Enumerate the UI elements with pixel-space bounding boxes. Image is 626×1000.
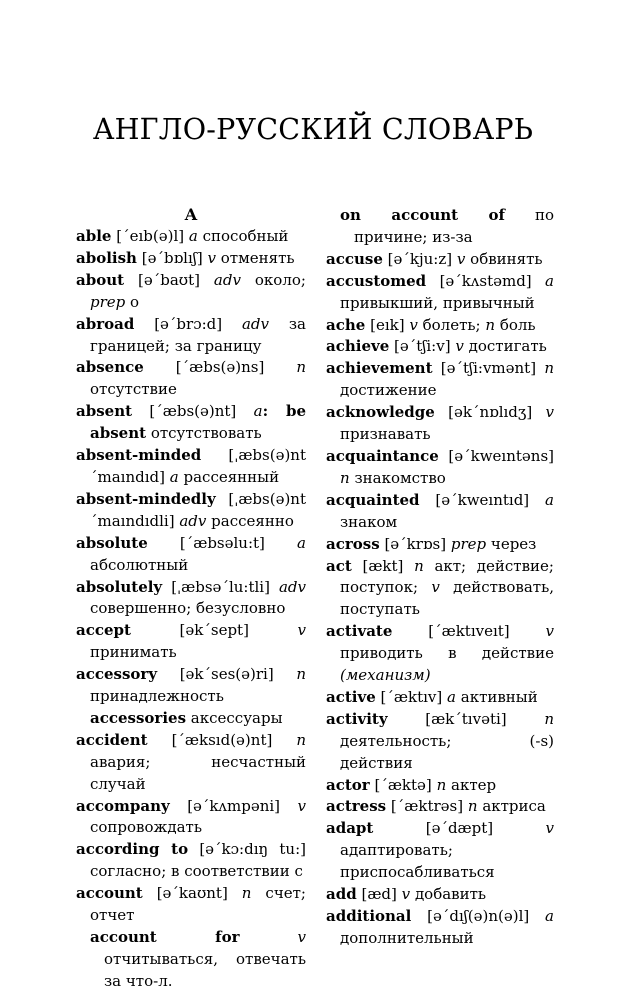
part-of-speech: adv: [241, 314, 269, 333]
transcription: [ək´ses(ə)ri]: [179, 665, 274, 684]
part-of-speech: n: [467, 797, 478, 816]
transcription: [æd]: [361, 885, 397, 904]
dictionary-entry: [76, 401, 306, 445]
headword: adapt: [326, 819, 374, 838]
headword: activate: [326, 622, 393, 641]
headword: ache: [326, 315, 366, 334]
section-letter: A: [184, 205, 198, 224]
right-column: [326, 205, 554, 950]
dictionary-entry: [76, 270, 306, 314]
headword: account for: [90, 928, 240, 946]
headword: on account of: [340, 206, 505, 224]
definition: боль: [499, 315, 536, 334]
dictionary-entry: [326, 358, 554, 402]
dictionary-entry: [326, 336, 554, 358]
headword: actress: [326, 797, 387, 816]
definition: авария; несчастный случай: [90, 752, 306, 793]
transcription: [ˌæbsə´lu:tli]: [171, 577, 270, 596]
headword: achieve: [326, 337, 390, 356]
transcription: [ˌæbs(ə)nt´maındıdli]: [90, 489, 306, 530]
headword: able: [76, 227, 112, 245]
part-of-speech: n: [296, 730, 306, 749]
definition: привыкший, привычный: [340, 293, 535, 312]
sub-entry: [76, 708, 306, 730]
transcription: [ə´bɒlıʃ]: [141, 248, 203, 267]
definition: счет; отчет: [90, 884, 306, 925]
dictionary-entry: [76, 248, 306, 270]
dictionary-entry: [76, 839, 306, 883]
headword: abroad: [76, 314, 135, 333]
part-of-speech: a: [169, 467, 179, 486]
part-of-speech: v: [455, 337, 464, 356]
dictionary-entry: [76, 796, 306, 840]
part-of-speech: n: [296, 665, 306, 684]
transcription: [ə´kaʊnt]: [156, 884, 228, 903]
definition: активный: [460, 687, 538, 706]
definition: аксессуары: [190, 708, 283, 727]
definition: действовать, поступать: [340, 578, 554, 619]
part-of-speech: v: [545, 622, 554, 641]
part-of-speech: v: [431, 578, 440, 597]
transcription: [ə´kju:z]: [387, 249, 453, 268]
sub-entry: [76, 927, 306, 993]
dictionary-entry: [76, 883, 306, 927]
dictionary-entry: [326, 249, 554, 271]
part-of-speech: n: [296, 358, 306, 377]
headword: actor: [326, 775, 370, 794]
part-of-speech: n: [544, 709, 554, 728]
transcription: [ə´brɔ:d]: [154, 314, 223, 333]
transcription: [eık]: [370, 315, 405, 334]
dictionary-entry: [326, 818, 554, 884]
part-of-speech: a: [188, 227, 198, 245]
left-column: [76, 204, 306, 993]
transcription: [´æbs(ə)nt]: [149, 402, 237, 421]
part-of-speech: a: [545, 490, 554, 509]
part-of-speech: n: [241, 884, 252, 903]
part-of-speech: a: [447, 687, 456, 706]
definition: актриса: [482, 797, 546, 816]
part-of-speech: adv: [179, 511, 207, 530]
headword: account: [76, 884, 143, 903]
transcription: [´eıb(ə)l]: [116, 227, 185, 245]
transcription: [ək´sept]: [179, 621, 249, 640]
headword: abolish: [76, 248, 137, 267]
headword: add: [326, 885, 357, 904]
dictionary-entry: [326, 884, 554, 906]
definition: сопровождать: [90, 818, 202, 837]
dictionary-entry: [326, 621, 554, 687]
transcription: [ə´kɔ:dıŋ tu:]: [199, 840, 306, 859]
definition: приводить в действие: [340, 644, 554, 663]
part-of-speech: prep: [450, 534, 487, 553]
definition: совершенно; безусловно: [90, 599, 286, 618]
part-of-speech: v: [456, 249, 466, 268]
definition: о: [130, 292, 140, 311]
dictionary-entry: [326, 556, 554, 622]
definition: адаптировать; приспосабливаться: [340, 841, 495, 882]
headword: acquainted: [326, 490, 420, 509]
part-of-speech: v: [401, 885, 411, 904]
headword: across: [326, 534, 380, 553]
usage-note: (механизм): [340, 666, 431, 685]
transcription: [´æktrəs]: [390, 797, 464, 816]
dictionary-entry: [76, 730, 306, 796]
part-of-speech: adv: [278, 577, 306, 596]
definition: рассеянный: [183, 467, 280, 486]
definition: знакомство: [354, 468, 446, 487]
dictionary-entry: [76, 226, 306, 248]
sub-entry: [326, 205, 554, 249]
headword: absent: [76, 402, 133, 421]
part-of-speech: prep: [90, 292, 126, 311]
definition: акт; действие; поступок;: [340, 556, 554, 597]
dictionary-entry: [326, 490, 554, 534]
transcription: [ə´krɒs]: [384, 534, 447, 553]
headword: acknowledge: [326, 403, 435, 422]
dictionary-entry: [76, 533, 306, 577]
definition: добавить: [414, 885, 487, 904]
transcription: [ə´tʃi:vmənt]: [440, 359, 537, 378]
definition: принимать: [90, 643, 177, 662]
dictionary-entry: [326, 315, 554, 337]
transcription: [ək´nɒlıdʒ]: [448, 403, 533, 422]
transcription: [´æktə]: [374, 775, 432, 794]
part-of-speech: v: [545, 819, 554, 838]
definition: отчитываться, отвечать за что-л.: [104, 949, 306, 990]
definition: по причине; из-за: [354, 206, 554, 246]
part-of-speech: n: [414, 556, 424, 575]
transcription: [ˌæbs(ə)nt´maındıd]: [90, 446, 306, 486]
headword: accept: [76, 621, 131, 640]
part-of-speech: v: [297, 621, 306, 640]
definition: рассеянно: [211, 511, 294, 530]
part-of-speech: v: [297, 796, 306, 815]
headword: accustomed: [326, 271, 427, 290]
transcription: [ə´kʌstəmd]: [439, 271, 532, 290]
dictionary-entry: [326, 446, 554, 490]
transcription: [´æksıd(ə)nt]: [171, 730, 273, 749]
dictionary-entry: [326, 775, 554, 797]
transcription: [´æbs(ə)ns]: [175, 358, 265, 377]
definition: отменять: [220, 248, 295, 267]
dictionary-entry: [326, 796, 554, 818]
dictionary-entry: [76, 620, 306, 664]
part-of-speech: v: [297, 928, 306, 946]
definition: абсолютный: [90, 555, 189, 574]
headword: absolutely: [76, 577, 163, 596]
headword: absence: [76, 358, 144, 377]
headword: accessory: [76, 665, 158, 684]
transcription: [ə´kʌmpəni]: [187, 796, 281, 815]
definition: актер: [451, 775, 497, 794]
definition: согласно; в соответствии с: [90, 862, 303, 881]
definition: около;: [254, 270, 306, 289]
definition: деятельность; (-s) действия: [340, 731, 554, 772]
headword: absolute: [76, 533, 148, 552]
dictionary-entry: [76, 357, 306, 401]
headword: accuse: [326, 249, 383, 268]
headword: accessories: [90, 708, 187, 727]
transcription: [´æktıveıt]: [428, 622, 510, 641]
part-of-speech: a: [297, 533, 306, 552]
headword: acquaintance: [326, 446, 439, 465]
part-of-speech: n: [544, 359, 554, 378]
dictionary-entry: [76, 314, 306, 358]
dictionary-entry: [326, 402, 554, 446]
dictionary-entry: [76, 577, 306, 621]
definition: отсутствие: [90, 380, 177, 399]
phrase: : be absent: [90, 402, 306, 443]
transcription: [æk´tıvəti]: [425, 709, 507, 728]
transcription: [ækt]: [362, 556, 404, 575]
transcription: [ə´baʊt]: [138, 270, 200, 289]
part-of-speech: v: [207, 248, 216, 267]
headword: act: [326, 556, 352, 575]
transcription: [ə´kweıntıd]: [435, 490, 530, 509]
part-of-speech: a: [545, 907, 554, 925]
dictionary-entry: [326, 906, 554, 950]
part-of-speech: v: [409, 315, 418, 334]
headword: active: [326, 687, 376, 706]
definition: достигать: [468, 337, 547, 356]
definition: через: [490, 534, 537, 553]
dictionary-entry: [326, 709, 554, 775]
part-of-speech: a: [253, 402, 263, 421]
headword: absent-minded: [76, 446, 202, 465]
headword: additional: [326, 907, 412, 925]
definition: знаком: [340, 512, 398, 531]
headword: activity: [326, 709, 388, 728]
transcription: [ə´dæpt]: [425, 819, 494, 838]
headword: about: [76, 270, 125, 289]
headword: accident: [76, 730, 148, 749]
definition: принадлежность: [90, 687, 224, 706]
definition: болеть;: [422, 315, 486, 334]
definition: обвинять: [470, 249, 543, 268]
page-title: АНГЛО-РУССКИЙ СЛОВАРЬ: [92, 113, 534, 146]
transcription: [ə´kweıntəns]: [448, 446, 554, 465]
headword: according to: [76, 840, 189, 859]
transcription: [´æbsəlu:t]: [179, 533, 265, 552]
part-of-speech: v: [545, 403, 554, 422]
definition: отсутствовать: [150, 424, 262, 443]
part-of-speech: adv: [213, 270, 241, 289]
definition: достижение: [340, 381, 437, 400]
headword: achievement: [326, 359, 433, 378]
definition: признавать: [340, 425, 431, 444]
dictionary-entry: [76, 445, 306, 489]
transcription: [´æktıv]: [380, 687, 443, 706]
dictionary-entry: [326, 687, 554, 709]
part-of-speech: n: [340, 468, 350, 487]
definition: способный: [202, 227, 289, 245]
headword: absent-mindedly: [76, 489, 216, 508]
dictionary-entry: [76, 489, 306, 533]
part-of-speech: n: [436, 775, 447, 794]
transcription: [ə´dıʃ(ə)n(ə)l]: [427, 907, 530, 925]
part-of-speech: n: [485, 315, 496, 334]
definition: дополнительный: [340, 928, 474, 947]
transcription: [ə´tʃi:v]: [394, 337, 451, 356]
dictionary-entry: [326, 534, 554, 556]
headword: accompany: [76, 796, 170, 815]
part-of-speech: a: [545, 271, 554, 290]
dictionary-entry: [326, 271, 554, 315]
definition: за границей; за границу: [90, 314, 306, 355]
dictionary-entry: [76, 664, 306, 708]
